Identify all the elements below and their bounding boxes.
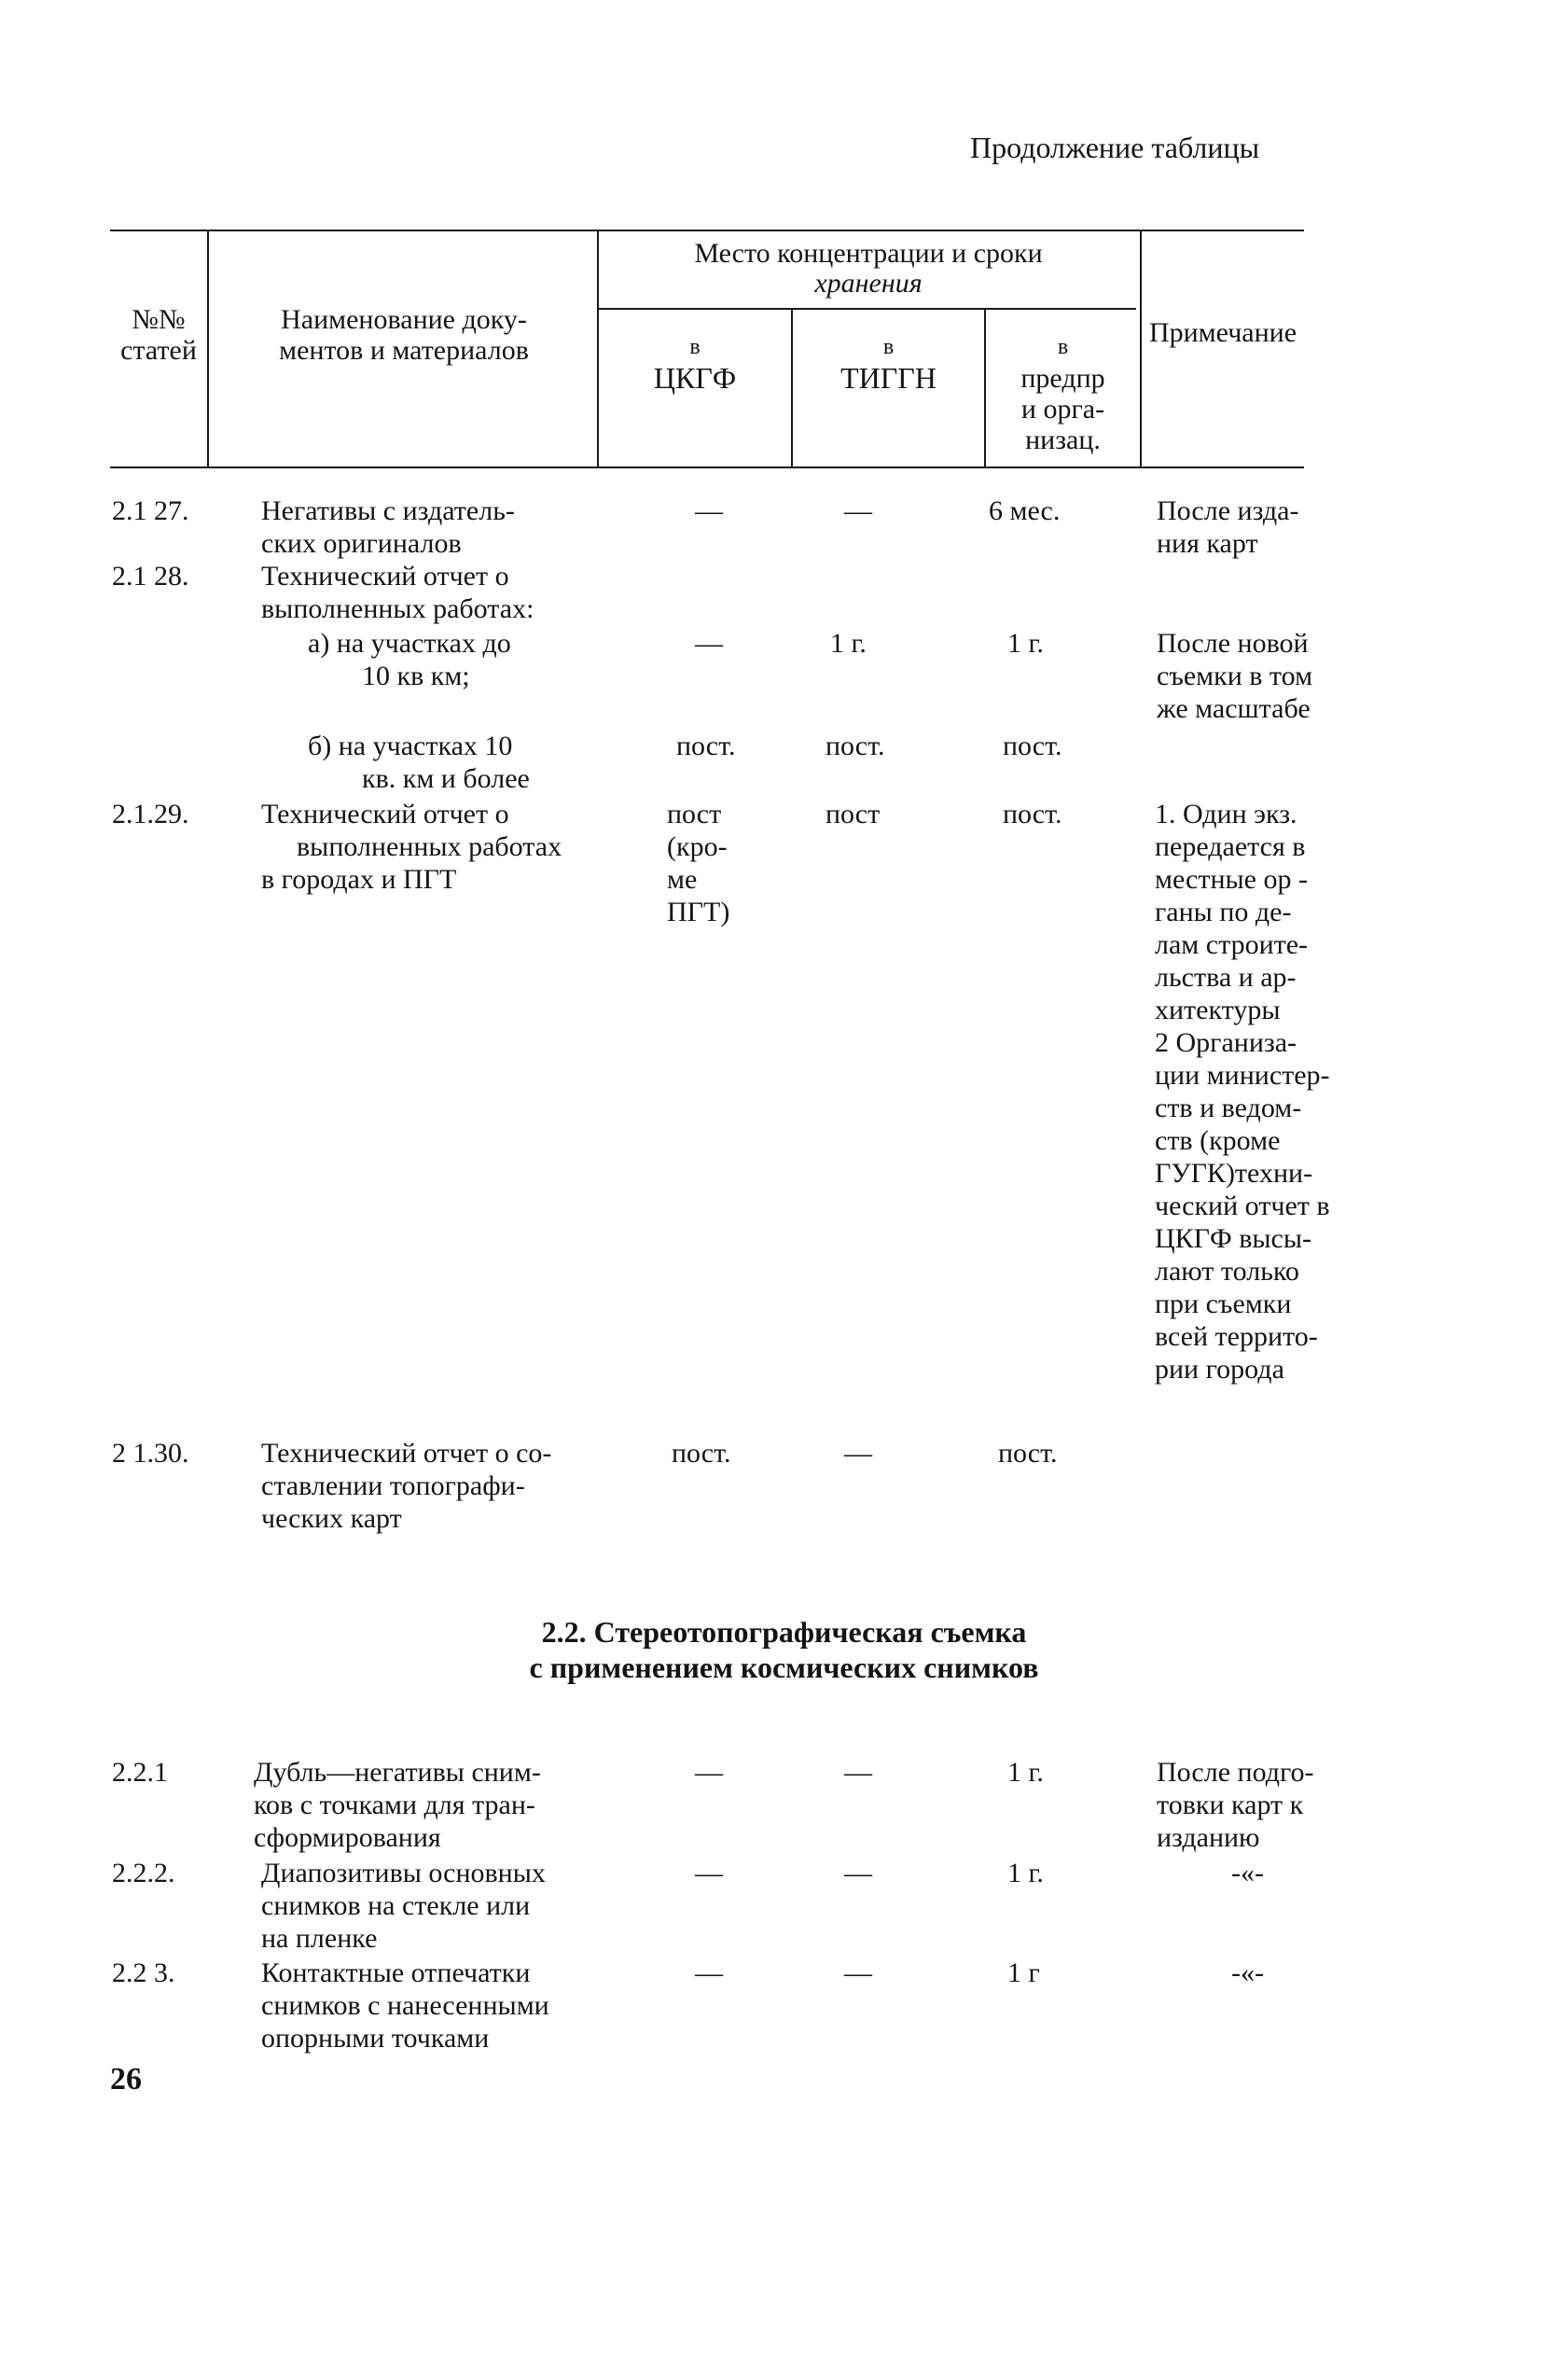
header-pred: в предпр и орга- низац. [1020,335,1105,455]
row-ckgf: — [695,1957,723,1988]
header-top-rule [110,230,1304,231]
header-ckgf: в ЦКГФ [653,335,737,395]
row-name: а) на участках до 10 кв км; [308,628,511,691]
row-name: Диапозитивы основных снимков на стекле или на пленке [261,1858,546,1954]
row-tiggn: пост. [826,731,885,761]
row-note: После подго- товки карт к изданию [1157,1757,1314,1853]
header-tiggn: в ТИГГН [840,335,937,395]
row-name: Технический отчет о со- ставлении топографи- ческих карт [261,1438,552,1534]
row-pred: пост. [998,1438,1058,1469]
row-note: -«- [1231,1858,1264,1888]
row-num: 2.1 27. [112,495,189,526]
row-num: 2.2.1 [112,1757,168,1788]
row-note: -«- [1231,1957,1264,1988]
place-subheader-rule [597,308,1136,310]
header-name: Наименование доку- ментов и материалов [279,304,529,366]
row-pred: 1 г. [1007,628,1044,659]
row-pred: 1 г. [1007,1757,1044,1788]
row-name: Контактные отпечатки снимков с нанесенными опорными точками [261,1957,549,2054]
row-pred: пост. [1003,799,1062,829]
col-divider-pred [1140,230,1142,468]
row-tiggn: — [844,1757,872,1788]
row-num: 2.2.2. [112,1858,175,1888]
header-bottom-rule [110,467,1304,468]
page-number: 26 [110,2062,142,2096]
header-num: №№ статей [120,304,197,366]
row-ckgf: — [695,1858,723,1888]
row-ckgf: пост. [672,1438,731,1469]
header-place: Место концентрации и сроки хранения [694,238,1043,299]
row-note: После новой съемки в том же масштабе [1157,628,1313,724]
row-ckgf: пост. [676,731,736,761]
row-name: Технический отчет о выполненных работах в городах и ПГТ [261,799,562,895]
row-pred: 6 мес. [989,495,1061,526]
row-num: 2 1.30. [112,1438,189,1469]
row-name: б) на участках 10 кв. км и более [308,731,530,794]
row-tiggn: — [844,495,872,526]
row-note: 1. Один экз. передается в местные ор - ганы по де- лам строите- льства и ар- хитектуры 2 Организа- ции министер- ств и ведом- ств (кроме ГУГК)техни- ческий отчет в ЦКГФ высы- лают только при съемки всей террито- рии города [1155,799,1330,1385]
row-num: 2.1 28. [112,561,189,592]
row-tiggn: пост [826,799,881,829]
row-num: 2.2 3. [112,1957,175,1988]
row-tiggn: — [844,1858,872,1888]
table-continuation-caption: Продолжение таблицы [970,131,1260,164]
row-tiggn: 1 г. [830,628,867,659]
row-tiggn: — [844,1438,872,1469]
col-divider-num [207,230,209,468]
row-pred: 1 г. [1007,1858,1044,1888]
row-ckgf: — [695,1757,723,1788]
section-title: 2.2. Стереотопографическая съемка с применением космических снимков [529,1615,1039,1684]
row-num: 2.1.29. [112,799,189,829]
row-ckgf: — [695,628,723,659]
row-ckgf: пост (кро- ме ПГТ) [667,799,730,927]
row-pred: пост. [1003,731,1062,761]
row-name: Дубль—негативы сним- ков с точками для тран- сформирования [254,1757,541,1853]
row-tiggn: — [844,1957,872,1988]
row-name: Негативы с издатель- ских оригиналов [261,495,515,559]
row-pred: 1 г [1007,1957,1040,1988]
row-name: Технический отчет о выполненных работах: [261,561,534,624]
header-note: Примечание [1148,317,1297,348]
row-note: После изда- ния карт [1157,495,1299,559]
row-ckgf: — [695,495,723,526]
